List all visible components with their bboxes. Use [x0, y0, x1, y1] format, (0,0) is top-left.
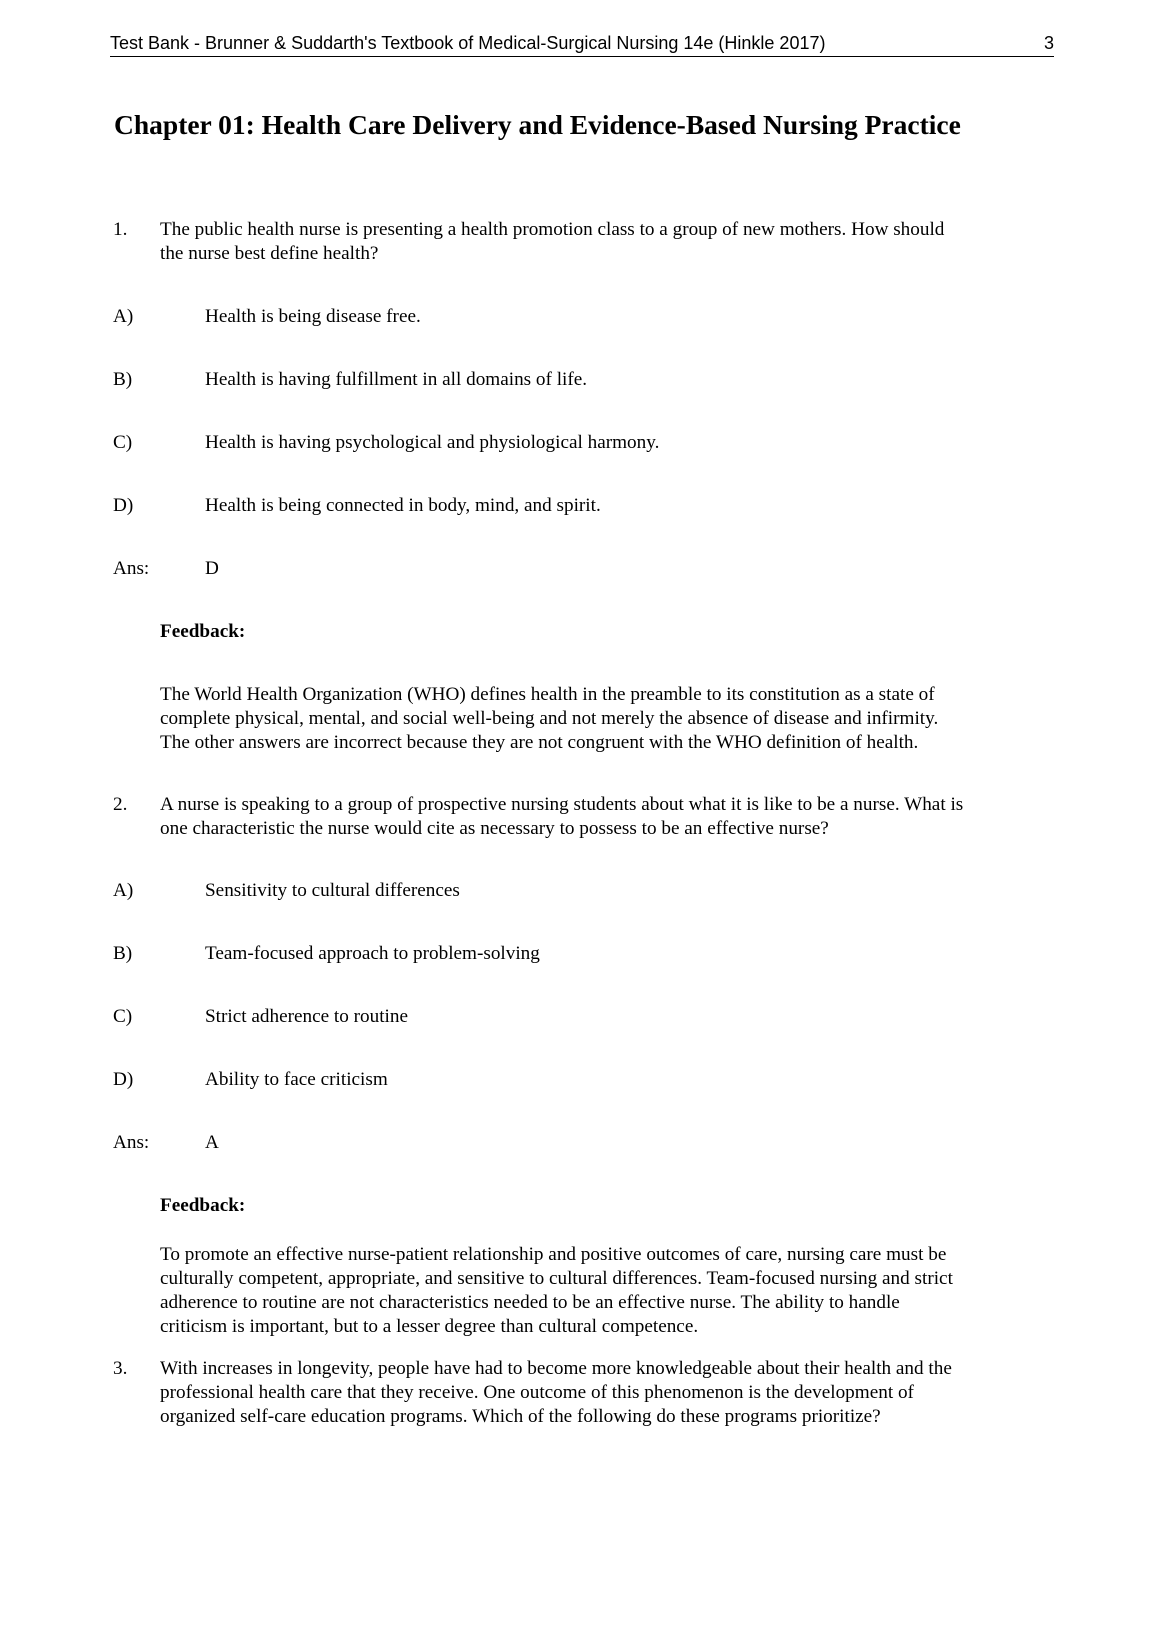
- option-letter: D): [113, 495, 134, 516]
- feedback-line: adherence to routine are not characteristics needed to be an effective nurse. The ability to handle: [160, 1292, 900, 1313]
- option-text: Sensitivity to cultural differences: [205, 880, 460, 901]
- option-letter: B): [113, 369, 133, 390]
- feedback-line: complete physical, mental, and social well-being and not merely the absence of disease and infirmity.: [160, 708, 939, 729]
- option-letter: A): [113, 880, 134, 901]
- question-stem-line: With increases in longevity, people have had to become more knowledgeable about their health and the: [160, 1358, 952, 1379]
- header-title: Test Bank - Brunner & Suddarth's Textbook of Medical-Surgical Nursing 14e (Hinkle 2017): [110, 33, 826, 53]
- answer-value: A: [205, 1132, 219, 1153]
- page-number: 3: [1043, 33, 1054, 53]
- page-header: [110, 32, 1054, 57]
- option-letter: B): [113, 943, 133, 964]
- question-stem-line: The public health nurse is presenting a health promotion class to a group of new mothers. How should: [160, 219, 945, 240]
- answer-label: Ans:: [113, 558, 150, 579]
- option-text: Ability to face criticism: [205, 1069, 388, 1090]
- option-text: Health is having psychological and physiological harmony.: [205, 432, 660, 453]
- question-stem-line: professional health care that they receive. One outcome of this phenomenon is the development of: [160, 1382, 914, 1403]
- question-number: 3.: [113, 1358, 128, 1379]
- question-stem-line: the nurse best define health?: [160, 243, 379, 264]
- question-stem-line: A nurse is speaking to a group of prospective nursing students about what it is like to be a nurse. What is: [160, 794, 964, 815]
- option-text: Health is having fulfillment in all domains of life.: [205, 369, 588, 390]
- feedback-line: The other answers are incorrect because they are not congruent with the WHO definition of health.: [160, 732, 919, 753]
- answer-label: Ans:: [113, 1132, 150, 1153]
- option-letter: A): [113, 306, 134, 327]
- question-number: 2.: [113, 794, 128, 815]
- feedback-line: To promote an effective nurse-patient relationship and positive outcomes of care, nursing care must be: [160, 1244, 947, 1265]
- option-letter: C): [113, 432, 133, 453]
- option-text: Strict adherence to routine: [205, 1006, 408, 1027]
- answer-value: D: [205, 558, 219, 579]
- option-letter: D): [113, 1069, 134, 1090]
- chapter-title: Chapter 01: Health Care Delivery and Evidence-Based Nursing Practice: [114, 109, 961, 140]
- option-text: Health is being connected in body, mind, and spirit.: [205, 495, 601, 516]
- option-letter: C): [113, 1006, 133, 1027]
- option-text: Team-focused approach to problem-solving: [205, 943, 540, 964]
- feedback-label: Feedback:: [160, 1195, 246, 1216]
- question-stem-line: one characteristic the nurse would cite as necessary to possess to be an effective nurse?: [160, 818, 829, 839]
- feedback-line: culturally competent, appropriate, and sensitive to cultural differences. Team-focused nursing and strict: [160, 1268, 953, 1289]
- option-text: Health is being disease free.: [205, 306, 421, 327]
- feedback-line: The World Health Organization (WHO) defines health in the preamble to its constitution as a state of: [160, 684, 935, 705]
- feedback-line: criticism is important, but to a lesser degree than cultural competence.: [160, 1316, 699, 1337]
- feedback-label: Feedback:: [160, 621, 246, 642]
- question-number: 1.: [113, 219, 128, 240]
- question-stem-line: organized self-care education programs. Which of the following do these programs prioritize?: [160, 1406, 881, 1427]
